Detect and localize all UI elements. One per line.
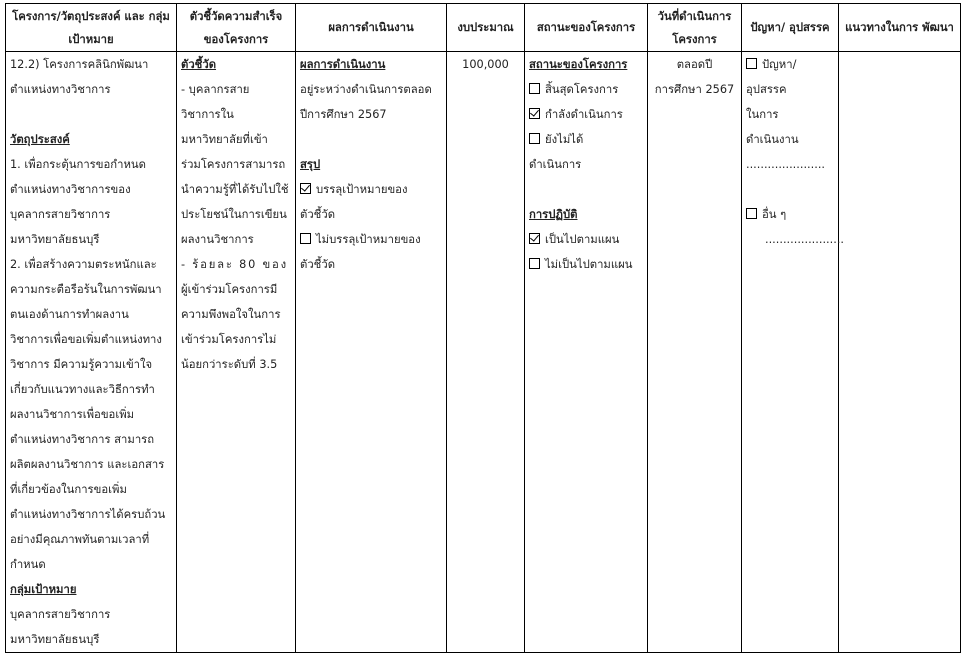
indicator-line: มหาวิทยาลัยที่เข้า [181, 133, 268, 146]
date-line: ตลอดปี [676, 58, 713, 71]
objective-line: 1. เพื่อกระตุ้นการขอกำหนด [10, 158, 146, 171]
objective-heading: วัตถุประสงค์ [10, 133, 70, 146]
objective-line: ผลงานวิชาการเพื่อขอเพิ่ม [10, 408, 135, 421]
objective-line: วิชาการ มีความรู้ความเข้าใจ [10, 358, 153, 371]
indicator-line: น้อยกว่าระดับที่ 3.5 [181, 358, 278, 371]
indicator-cell [177, 52, 296, 653]
header-result: ผลการดำเนินงาน [296, 4, 447, 52]
practice-heading: การปฏิบัติ [529, 208, 578, 221]
objective-line: มหาวิทยาลัยธนบุรี [10, 233, 100, 246]
unchecked-checkbox-icon[interactable] [746, 208, 757, 219]
project-title-line: 12.2) โครงการคลินิกพัฒนา [10, 58, 149, 71]
unchecked-checkbox-icon[interactable] [529, 133, 540, 144]
header-date: วันที่ดำเนินการ โครงการ [648, 4, 742, 52]
objective-line: ผลิตผลงานวิชาการ และเอกสาร [10, 458, 165, 471]
budget-cell [447, 52, 525, 653]
problem-label-cont: ดำเนินงาน [746, 133, 799, 146]
objective-line: 2. เพื่อสร้างความตระหนักและ [10, 258, 157, 271]
header-row [6, 4, 961, 52]
header-indicator: ตัวชี้วัดความสำเร็จ ของโครงการ [177, 4, 296, 52]
unchecked-checkbox-icon[interactable] [746, 58, 757, 69]
date-line: การศึกษา 2567 [654, 83, 735, 96]
indicator-line: - ร้อยละ 80 ของ [181, 258, 288, 271]
header-status: สถานะของโครงการ [525, 4, 648, 52]
unchecked-checkbox-icon[interactable] [300, 233, 311, 244]
header-project: โครงการ/วัตถุประสงค์ และ กลุ่มเป้าหมาย [6, 4, 177, 52]
status-inprogress-label: กำลังดำเนินการ [545, 108, 623, 121]
header-problems: ปัญหา/ อุปสรรค [742, 4, 839, 52]
objective-line: วิชาการเพื่อขอเพิ่มตำแหน่งทาง [10, 333, 162, 346]
problem-label-cont: ในการ [746, 108, 779, 121]
problems-cell [742, 52, 845, 653]
other-dotted-line: ...................... [765, 233, 845, 246]
result-heading: ผลการดำเนินงาน [300, 58, 386, 71]
status-notyet-label: ยังไม่ได้ [545, 133, 584, 146]
checked-checkbox-icon[interactable] [529, 233, 540, 244]
summary-achieved-option[interactable] [300, 177, 442, 202]
status-notyet-label-cont: ดำเนินการ [529, 158, 582, 171]
header-budget: งบประมาณ [447, 4, 525, 52]
practice-offplan-option[interactable] [529, 252, 643, 277]
objective-line: กำหนด [10, 558, 46, 571]
objective-line: ที่เกี่ยวข้องในการขอเพิ่ม [10, 483, 127, 496]
unchecked-checkbox-icon[interactable] [529, 258, 540, 269]
project-title-line: ตำแหน่งทางวิชาการ [10, 83, 111, 96]
status-done-option[interactable] [529, 77, 643, 102]
result-line: อยู่ระหว่างดำเนินการตลอด [300, 83, 432, 96]
development-cell [839, 52, 961, 653]
indicator-line: วิชาการใน [181, 108, 234, 121]
budget-value: 100,000 [462, 58, 509, 71]
project-cell [6, 52, 177, 653]
header-development: แนวทางในการ พัฒนา [839, 4, 961, 52]
project-report-table [5, 3, 961, 653]
indicator-line: ประโยชน์ในการเขียน [181, 208, 287, 221]
objective-line: ความกระตือรือร้นในการพัฒนา [10, 283, 162, 296]
objective-line: ตนเองด้านการทำผลงาน [10, 308, 129, 321]
indicator-line: ร่วมโครงการสามารถ [181, 158, 286, 171]
indicator-heading: ตัวชี้วัด [181, 58, 217, 71]
summary-not-achieved-label-cont: ตัวชี้วัด [300, 258, 336, 271]
indicator-line: - บุคลากรสาย [181, 83, 250, 96]
objective-line: เกี่ยวกับแนวทางและวิธีการทำ [10, 383, 155, 396]
checked-checkbox-icon[interactable] [529, 108, 540, 119]
objective-line: ตำแหน่งทางวิชาการ สามารถ [10, 433, 155, 446]
summary-not-achieved-label: ไม่บรรลุเป้าหมายของ [316, 233, 421, 246]
summary-achieved-label-cont: ตัวชี้วัด [300, 208, 336, 221]
indicator-line: นำความรู้ที่ได้รับไปใช้ [181, 183, 289, 196]
indicator-line: ผลงานวิชาการ [181, 233, 254, 246]
objective-line: ตำแหน่งทางวิชาการได้ครบถ้วน [10, 508, 166, 521]
target-line: มหาวิทยาลัยธนบุรี [10, 633, 100, 646]
practice-onplan-option[interactable] [529, 227, 643, 252]
summary-heading: สรุป [300, 158, 321, 171]
result-cell [296, 52, 447, 653]
result-line: ปีการศึกษา 2567 [300, 108, 387, 121]
problem-label: ปัญหา/ [762, 58, 797, 71]
other-label: อื่น ๆ [762, 208, 787, 221]
practice-onplan-label: เป็นไปตามแผน [545, 233, 620, 246]
objective-line: ตำแหน่งทางวิชาการของ [10, 183, 131, 196]
indicator-line: ผู้เข้าร่วมโครงการมี [181, 283, 278, 296]
status-inprogress-option[interactable] [529, 102, 643, 127]
summary-not-achieved-option[interactable] [300, 227, 442, 252]
indicator-line: ความพึงพอใจในการ [181, 308, 281, 321]
problem-dotted-line: ...................... [746, 158, 826, 171]
summary-achieved-label: บรรลุเป้าหมายของ [316, 183, 408, 196]
status-notyet-option[interactable] [529, 127, 643, 152]
status-cell [525, 52, 648, 653]
practice-offplan-label: ไม่เป็นไปตามแผน [545, 258, 633, 271]
checked-checkbox-icon[interactable] [300, 183, 311, 194]
status-heading: สถานะของโครงการ [529, 58, 628, 71]
unchecked-checkbox-icon[interactable] [529, 83, 540, 94]
objective-line: บุคลากรสายวิชาการ [10, 208, 111, 221]
target-heading: กลุ่มเป้าหมาย [10, 583, 77, 596]
table-row [6, 52, 961, 653]
indicator-line: เข้าร่วมโครงการไม่ [181, 333, 277, 346]
date-cell [648, 52, 742, 653]
objective-line: อย่างมีคุณภาพทันตามเวลาที่ [10, 533, 150, 546]
status-done-label: สิ้นสุดโครงการ [545, 83, 619, 96]
target-line: บุคลากรสายวิชาการ [10, 608, 111, 621]
other-option[interactable] [746, 202, 834, 227]
problem-label-cont: อุปสรรค [746, 83, 787, 96]
problem-option[interactable] [746, 52, 834, 77]
